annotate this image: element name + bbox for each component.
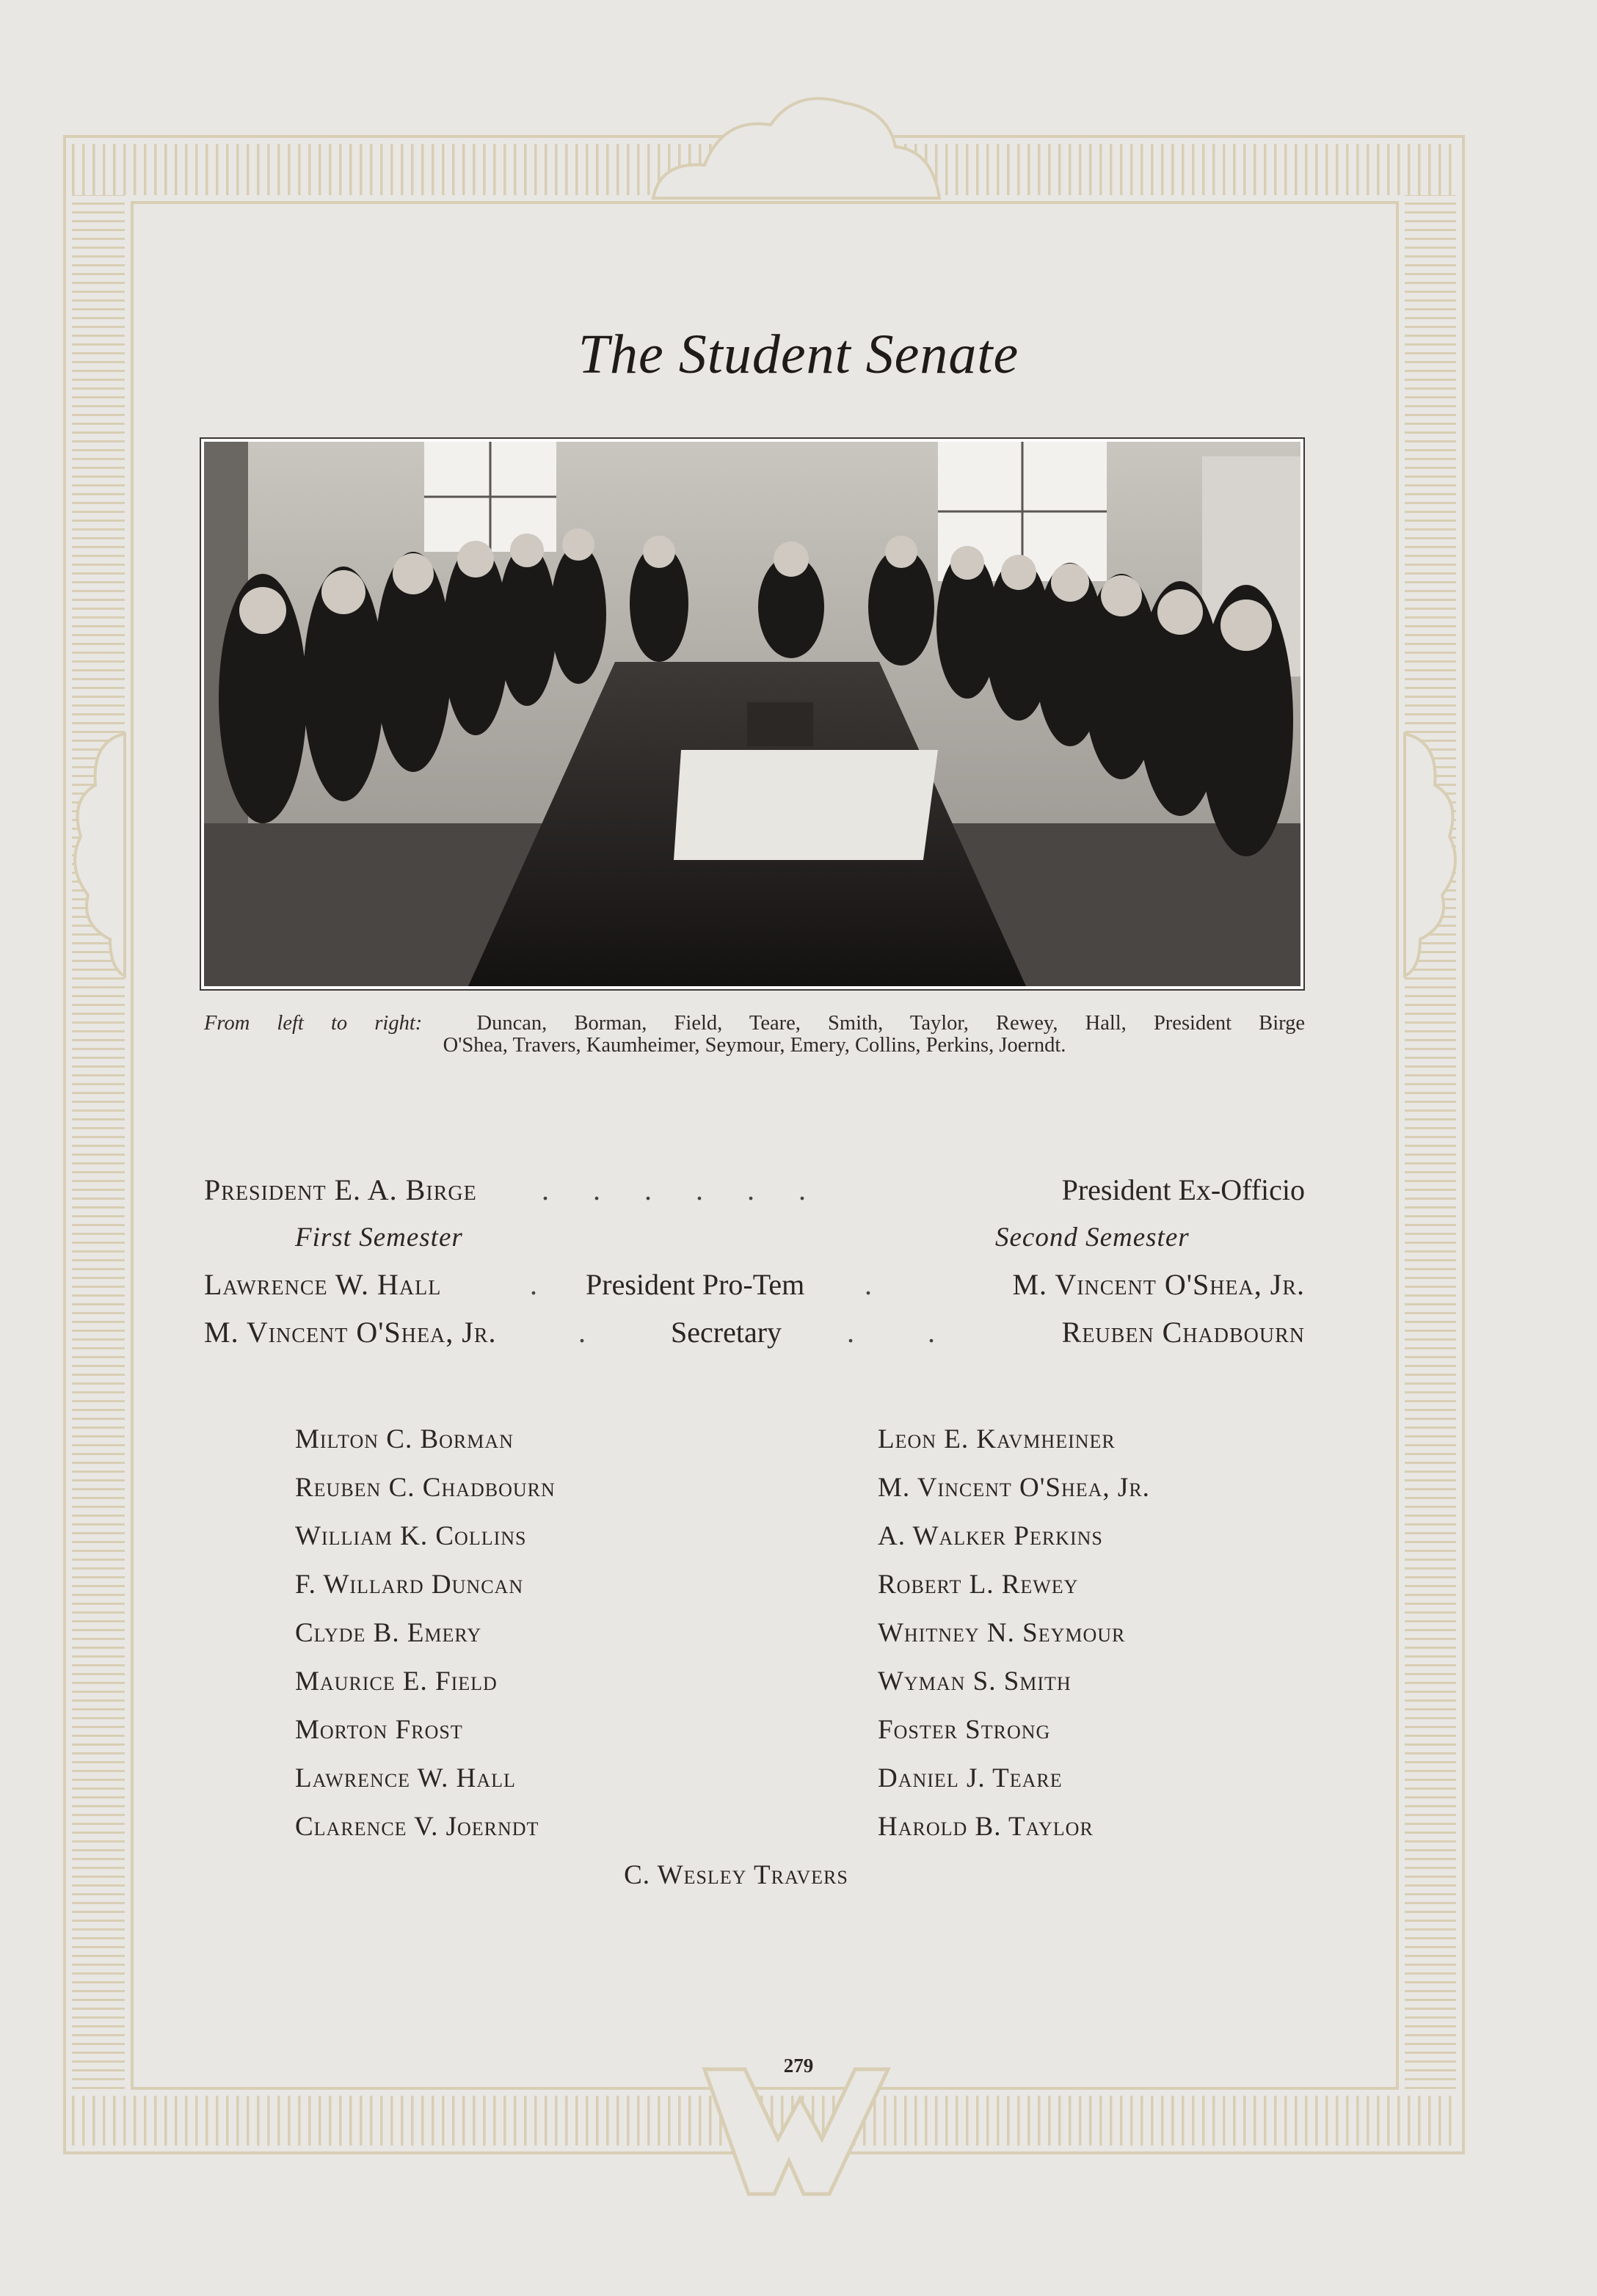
pro-tem-office: President Pro-Tem — [586, 1268, 805, 1301]
photo-caption — [204, 1013, 1305, 1057]
member-name: Reuben C. Chadbourn — [295, 1473, 556, 1503]
page-number: 279 — [783, 2055, 814, 2077]
member-name: Lawrence W. Hall — [295, 1763, 516, 1793]
member-name: Whitney N. Seymour — [878, 1618, 1126, 1648]
president-title: President Ex-Officio — [1061, 1173, 1305, 1206]
member-name: Morton Frost — [295, 1715, 463, 1745]
secretary-office: Secretary — [671, 1316, 782, 1349]
secretary-first: M. Vincent O'Shea, Jr. — [204, 1316, 497, 1349]
senate-group-photo — [200, 437, 1305, 991]
member-name: Wyman S. Smith — [878, 1666, 1072, 1697]
pro-tem-first: Lawrence W. Hall — [204, 1268, 442, 1301]
member-name: Foster Strong — [878, 1715, 1051, 1745]
first-semester-label: First Semester — [295, 1222, 463, 1253]
member-name: M. Vincent O'Shea, Jr. — [878, 1473, 1150, 1503]
secretary-second: Reuben Chadbourn — [1061, 1316, 1305, 1349]
members-right-column — [878, 1424, 1150, 1859]
member-name: Clyde B. Emery — [295, 1618, 482, 1648]
pro-tem-second: M. Vincent O'Shea, Jr. — [1012, 1268, 1305, 1301]
member-name: Maurice E. Field — [295, 1666, 498, 1697]
member-name: Clarence V. Joerndt — [295, 1812, 539, 1842]
members-left-column — [295, 1424, 556, 1859]
caption-lead: From left to right: — [204, 1012, 423, 1035]
caption-line2: O'Shea, Travers, Kaumheimer, Seymour, Emery, Collins, Perkins, Joerndt. — [443, 1034, 1066, 1057]
page-title: The Student Senate — [578, 324, 1019, 385]
officers-list: President E. A. Birge ...... President Ex-Officio First Semester Second Semester Lawrence W. Hall . President Pro-Tem . M. Vincent O'Shea, Jr. M. Vincent O'Shea, Jr. . Secretary .. Reuben Chadbourn — [204, 1173, 1305, 1349]
member-name: Robert L. Rewey — [878, 1570, 1079, 1600]
second-semester-label: Second Semester — [995, 1222, 1190, 1253]
member-name: A. Walker Perkins — [878, 1521, 1103, 1551]
member-name: Leon E. Kavmheiner — [878, 1424, 1116, 1454]
member-name: William K. Collins — [295, 1521, 527, 1551]
member-last: C. Wesley Travers — [624, 1860, 848, 1890]
member-name: Daniel J. Teare — [878, 1763, 1063, 1793]
member-name: Harold B. Taylor — [878, 1812, 1094, 1842]
president-name: President E. A. Birge — [204, 1173, 477, 1206]
caption-line1: Duncan, Borman, Field, Teare, Smith, Taylor, Rewey, Hall, President Birge — [476, 1012, 1305, 1035]
member-name: F. Willard Duncan — [295, 1570, 524, 1600]
member-name: Milton C. Borman — [295, 1424, 514, 1454]
